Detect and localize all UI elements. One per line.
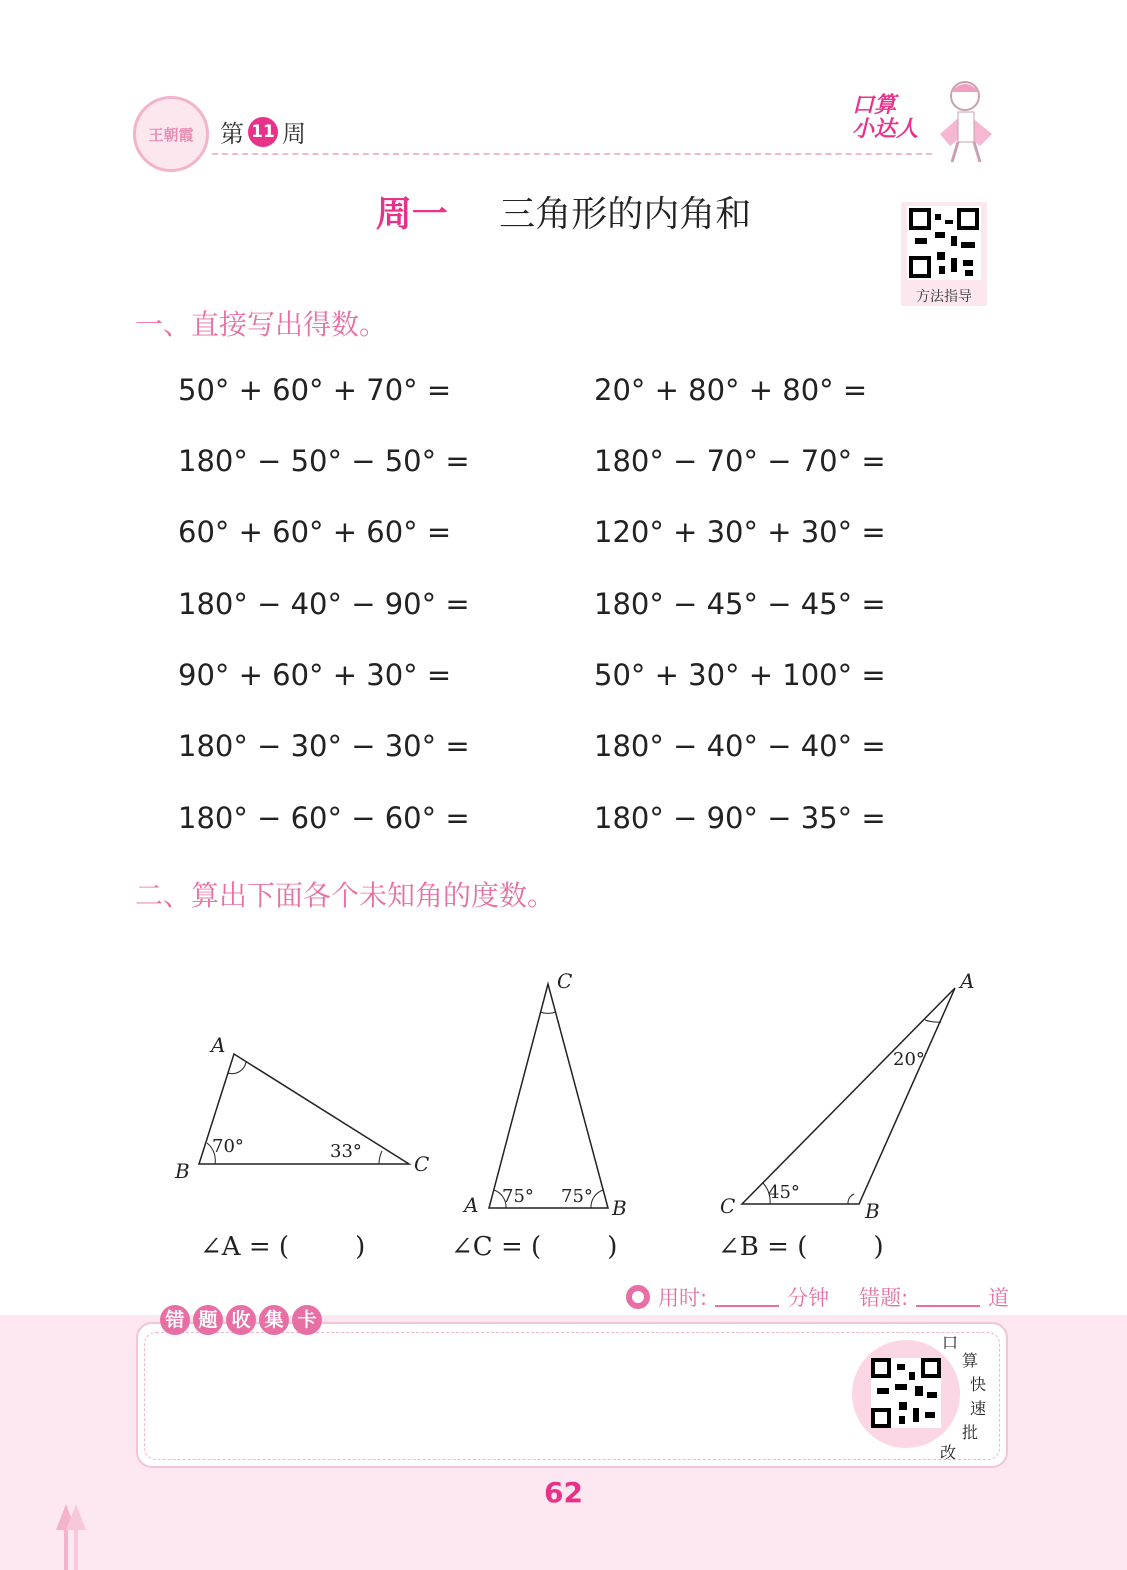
card-title-char: 集 [259,1305,289,1335]
expression: 180° − 60° − 60° = [178,801,470,835]
check-char: 快 [970,1375,987,1394]
angle-label: 45° [768,1182,800,1203]
vertex-label: B [612,1196,627,1220]
arrow-decoration-icon [52,1500,92,1570]
expression: 120° + 30° + 30° = [594,515,886,549]
triangle-3 [720,969,974,1223]
vertex-label: A [211,1033,226,1057]
card-title-char: 题 [193,1305,223,1335]
method-guide-qr[interactable] [901,202,987,306]
logo-text: 王朝霞 [148,125,194,144]
expression: 180° − 30° − 30° = [178,729,470,763]
expression: 180° − 50° − 50° = [178,444,470,478]
expression: 180° − 40° − 40° = [594,729,886,763]
answer-angle-a[interactable]: ∠A = ( ) [200,1232,366,1262]
expression: 50° + 60° + 70° = [178,373,452,407]
stopwatch-icon [626,1285,650,1309]
angle-label: 33° [330,1141,362,1162]
vertex-label: C [557,969,573,993]
expression: 180° − 40° − 90° = [178,587,470,621]
check-char: 口 [942,1333,959,1352]
expression: 60° + 60° + 60° = [178,515,452,549]
answer-angle-c[interactable]: ∠C = ( ) [451,1232,618,1262]
angle-label: 20° [893,1049,925,1070]
mascot-illustration [920,74,1015,169]
triangle-1 [174,1033,429,1183]
week-suffix: 周 [282,120,306,148]
card-title-char: 错 [160,1305,190,1335]
week-label [220,114,306,149]
vertex-label: B [865,1199,880,1223]
week-number: 11 [248,117,278,147]
answer-angle-b[interactable]: ∠B = ( ) [718,1232,884,1262]
card-title-char: 卡 [292,1305,322,1335]
angle-label: 70° [212,1136,244,1157]
week-prefix: 第 [220,120,244,148]
angle-label: 75° [561,1186,593,1207]
check-char: 速 [970,1399,987,1418]
timer-row [626,1282,1009,1312]
errors-unit: 道 [988,1286,1010,1310]
expression: 180° − 70° − 70° = [594,444,886,478]
vertex-label: A [464,1193,479,1217]
card-title-char: 收 [226,1305,256,1335]
expression: 90° + 60° + 30° = [178,658,452,692]
brand-line1: 口算 [852,93,897,118]
check-char: 算 [962,1351,979,1370]
header-divider [212,153,932,155]
mistake-card-title [160,1305,322,1335]
expression: 20° + 80° + 80° = [594,373,868,407]
quick-check-qr-icon[interactable] [871,1358,941,1428]
section1-heading: 一、直接写出得数。 [135,308,388,341]
expression: 180° − 90° − 35° = [594,801,886,835]
publisher-logo [133,96,209,172]
expression: 50° + 30° + 100° = [594,658,886,692]
page-number: 62 [544,1476,583,1509]
check-char: 改 [940,1443,957,1462]
vertex-label: B [175,1159,190,1183]
qr-code-icon [901,202,987,284]
triangle-2 [462,969,627,1220]
check-char: 批 [962,1423,979,1442]
brand-logo [852,94,920,142]
angle-label: 75° [502,1186,534,1207]
time-unit: 分钟 [787,1286,830,1310]
triangles-figure [0,940,1127,1240]
time-label: 用时: [658,1286,708,1310]
section2-heading: 二、算出下面各个未知角的度数。 [135,879,556,912]
vertex-label: C [720,1194,736,1218]
vertex-label: C [414,1152,430,1176]
title-day: 周一 [375,194,448,235]
brand-line2: 小达人 [852,117,919,142]
errors-label: 错题: [859,1286,909,1310]
vertex-label: A [960,969,975,993]
time-blank[interactable] [715,1287,779,1307]
qr-caption: 方法指导 [916,289,972,305]
title-topic: 三角形的内角和 [499,194,752,235]
expression: 180° − 45° − 45° = [594,587,886,621]
errors-blank[interactable] [916,1287,980,1307]
